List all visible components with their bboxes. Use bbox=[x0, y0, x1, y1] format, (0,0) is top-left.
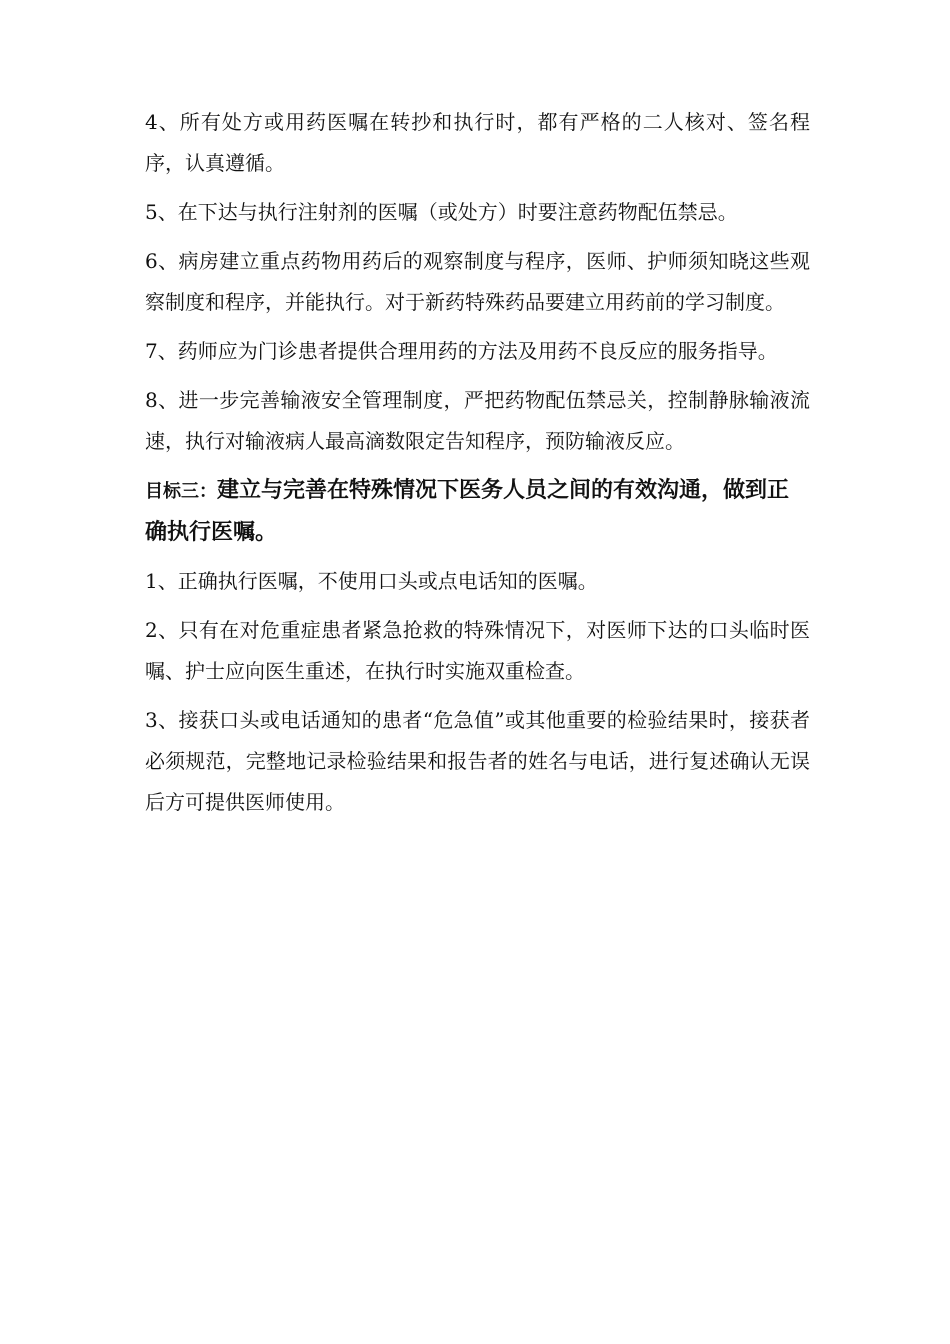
document-body bbox=[145, 102, 810, 831]
paragraph-item-2: 2、只有在对危重症患者紧急抢救的特殊情况下，对医师下达的口头临时医嘱、护士应向医生重述，在执行时实施双重检查。 bbox=[145, 618, 810, 683]
paragraph-item-6: 6、病房建立重点药物用药后的观察制度与程序，医师、护师须知晓这些观察制度和程序，并能执行。对于新药特殊药品要建立用药前的学习制度。 bbox=[145, 249, 810, 314]
paragraph-item-1: 1、正确执行医嘱，不使用口头或点电话知的医嘱。 bbox=[145, 569, 598, 593]
paragraph-item-4: 4、所有处方或用药医嘱在转抄和执行时，都有严格的二人核对、签名程序，认真遵循。 bbox=[145, 110, 810, 175]
paragraph-item-7: 7、药师应为门诊患者提供合理用药的方法及用药不良反应的服务指导。 bbox=[145, 339, 778, 363]
paragraph-item-8: 8、进一步完善输液安全管理制度，严把药物配伍禁忌关，控制静脉输液流速，执行对输液病人最高滴数限定告知程序，预防输液反应。 bbox=[145, 388, 810, 453]
paragraph-item-3: 3、接获口头或电话通知的患者“危急值”或其他重要的检验结果时，接获者必须规范，完整地记录检验结果和报告者的姓名与电话，进行复述确认无误后方可提供医师使用。 bbox=[145, 708, 810, 814]
paragraph-item-5: 5、在下达与执行注射剂的医嘱（或处方）时要注意药物配伍禁忌。 bbox=[145, 200, 738, 224]
section-heading-goal-3 bbox=[145, 470, 810, 553]
section-heading-title: 建立与完善在特殊情况下医务人员之间的有效沟通，做到正确执行医嘱。 bbox=[145, 478, 790, 545]
section-heading-label: 目标三： bbox=[145, 481, 217, 502]
